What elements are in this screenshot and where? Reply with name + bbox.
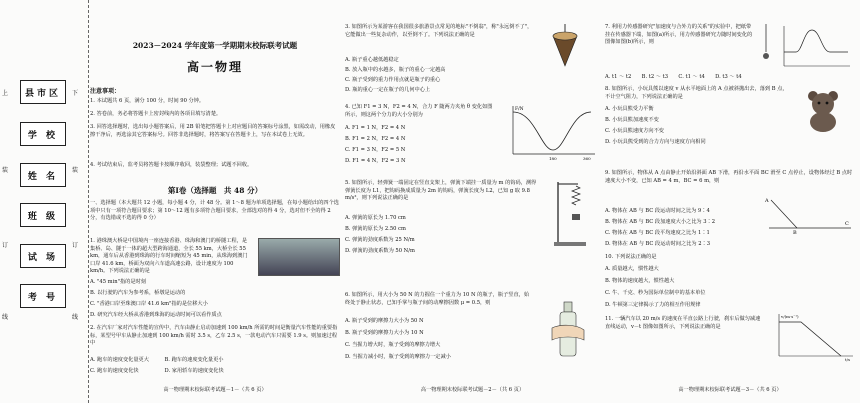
notice-item: 4. 考试结束后，监考员将答题卡按顺序收回，装袋整理；试题不回收。 bbox=[90, 162, 253, 168]
section-desc: 一、选择题（本大题共 12 小题，每小题 4 分，计 48 分。第 1～8 题为单项选择题，在每小题给出的四个选项中只有一项符合题目要求；第 10～12 题有多项符合题目要求，全部选对的得 4 分，选对但不全的得 2 分，有选错或不选的得 0 分） bbox=[90, 200, 339, 222]
question-2: 2. 在汽车厂家对汽车性能的宣传中，汽车由静止启动加速到 100 km/h 所需的时间是衡量汽车性能的重要指标，某型号甲车从静止加速到 100 km/h 需时 3.5 s，乙车 2.5 s，一款电动汽车只需要 1.9 s。则加速过程中 bbox=[90, 325, 338, 347]
question-3: 3. 如图所示为某游客在我国很多旅游景点常见的地标"不倒翁"，称"永远倒不了"，它能做出一些复杂动作，以至倒不了。下列说法正确的是 bbox=[345, 24, 533, 38]
option: D. 牛顿第三定律揭示了力的相互作用规律 bbox=[605, 302, 701, 308]
option: D. 物体在 AB 与 BC 段运动时间之比为 2∶3 bbox=[605, 241, 710, 247]
marker: 线 bbox=[72, 314, 79, 321]
notice-item: 2. 答卷前，务必将答题卡上密封线内的各项目填写清楚。 bbox=[90, 111, 222, 117]
seal-line-markers bbox=[2, 0, 12, 403]
option: A. F1 = 1 N，F2 = 4 N bbox=[345, 125, 406, 131]
option: A. 瓶子受到的摩擦力大小为 50 N bbox=[345, 318, 424, 324]
option: B. 物体的速度越大，惯性越大 bbox=[605, 278, 675, 284]
notice-item: 3. 回答选择题时，选出每小题答案后，用 2B 铅笔把答题卡上对应题目的答案标号涂黑，如需改动，用橡皮擦干净后，再选涂其它答案标号。回答非选择题时，将答案写在答题卡上，写在本试卷上无效。 bbox=[90, 124, 336, 138]
marker: 上 bbox=[2, 90, 9, 97]
option: B. 瓶子受到的摩擦力大小为 10 N bbox=[345, 330, 424, 336]
notice-heading: 注意事项： bbox=[90, 88, 121, 95]
option: D. F1 = 4 N，F2 = 3 N bbox=[345, 158, 406, 164]
option: A. 瓶子重心越低越稳定 bbox=[345, 57, 399, 63]
subject-title: 高一物理 bbox=[186, 60, 243, 74]
option: C. 弹簧的劲度系数为 25 N/m bbox=[345, 237, 415, 243]
marker: 装 bbox=[72, 167, 79, 174]
option: C. 跑车的速度变化快 D. 家用轿车的速度变化快 bbox=[90, 368, 224, 374]
option: D. 小玩具熊受到的合力方向与速度方向相同 bbox=[605, 139, 706, 145]
question-9: 9. 如图所示，物体从 A 点由静止开始沿斜面 AB 下滑，再沿水平面 BC 滑至 C 点停止，设物体经过 B 点时速度大小不变，已知 AB = 4 m，BC = 6 m，则 bbox=[605, 170, 853, 184]
question-7: 7. 利用力传感器研究"加速度与合外力的关系"的实验中，把纸带挂在传感器下端，如图(a)所示，用力传感器研究力随时间变化的图像如图(b)所示，则 bbox=[605, 24, 753, 46]
field-school[interactable]: 学 校 bbox=[20, 122, 66, 146]
option: C. 物体在 AB 与 BC 段平均速度之比为 1∶1 bbox=[605, 230, 710, 236]
section-title: 第Ⅰ卷（选择题 共 48 分） bbox=[167, 186, 263, 195]
tick-label: 180 bbox=[549, 156, 557, 161]
option: C. F1 = 3 N，F2 = 5 N bbox=[345, 147, 406, 153]
question-11: 11. 一辆汽车以 20 m/s 的速度在平直公路上行驶，刹车后做匀减速直线运动，v－t 图像如图所示，下列说法正确的是 bbox=[605, 316, 761, 330]
option: A. 质量越大，惯性越大 bbox=[605, 266, 659, 272]
question-8: 8. 如图所示，小玩具熊以速度 v 从水平地面上的 A 点被斜抛出去，落到 B 点，不计空气阻力，下列说法正确的是 bbox=[605, 86, 788, 100]
bridge-photo bbox=[258, 238, 340, 276]
x-axis-label: t/s bbox=[845, 357, 851, 362]
vt-graph bbox=[771, 312, 855, 362]
marker: 装 bbox=[2, 167, 9, 174]
marker: 下 bbox=[72, 90, 79, 97]
option: D. 研究汽车经大桥从香港到珠海的运动时间可以看作质点 bbox=[90, 312, 222, 318]
option: C. 瓶子受到的重力作用点就是瓶子的重心 bbox=[345, 77, 441, 83]
option: C. 小玩具熊速度方向不变 bbox=[605, 128, 664, 134]
field-room[interactable]: 试 场 bbox=[20, 244, 66, 268]
question-6: 6. 如图所示，用大小为 50 N 的力握住一个重力为 10 N 的瓶子，瓶子竖直，始终处于静止状态，已知手掌与瓶子间的动摩擦因数 μ = 0.5，则 bbox=[345, 292, 530, 306]
option: A. "45 min"指的是时刻 bbox=[90, 279, 146, 285]
option: D. 当握力减小时，瓶子受到的摩擦力一定减小 bbox=[345, 354, 451, 360]
marker: 线 bbox=[2, 314, 9, 321]
option: C. "香港口岸至珠澳口岸 41.6 km"指的是位移大小 bbox=[90, 301, 208, 307]
marker: 订 bbox=[72, 242, 79, 249]
option: D. 瓶的重心一定在瓶子的几何中心上 bbox=[345, 87, 431, 93]
page-footer: 高一物理期末校际联考试题－1－（共 6 页） bbox=[163, 387, 267, 393]
option: A. 物体在 AB 与 BC 段运动时间之比为 9∶4 bbox=[605, 208, 710, 214]
tick-label: 360 bbox=[583, 156, 591, 161]
seal-line-markers-right bbox=[72, 0, 82, 403]
marker: 订 bbox=[2, 242, 9, 249]
page-3 bbox=[605, 0, 855, 403]
option: C. 当握力增大时，瓶子受到的摩擦力增大 bbox=[345, 342, 441, 348]
question-4: 4. 已知 F1 = 3 N，F2 = 4 N，合力 F 随两力夹角 θ 变化如图所示，则这两个分力的大小分别为 bbox=[345, 104, 493, 118]
page-footer: 高一物理期末校际联考试题－2－（共 6 页） bbox=[420, 387, 525, 393]
field-name[interactable]: 姓 名 bbox=[20, 163, 66, 187]
notice-item: 1. 本试题共 6 页，满分 100 分，时间 90 分钟。 bbox=[90, 98, 205, 104]
point-label: C bbox=[845, 221, 849, 227]
point-label: A bbox=[765, 198, 769, 204]
option: B. 弹簧的原长为 2.50 cm bbox=[345, 226, 406, 232]
field-exam-number[interactable]: 考 号 bbox=[20, 284, 66, 308]
y-axis-label: v/(m·s⁻¹) bbox=[781, 314, 799, 319]
option: B. 以行驶的汽车为参考系，桥墩是运动的 bbox=[90, 290, 186, 296]
option: D. 弹簧的劲度系数为 50 N/m bbox=[345, 248, 415, 254]
binding-strip bbox=[0, 0, 89, 403]
y-axis-label: F/N bbox=[515, 107, 524, 112]
option: B. 放入瓶中的水越多，瓶子的重心一定越高 bbox=[345, 67, 446, 73]
page-footer: 高一物理期末校际联考试题－3－（共 6 页） bbox=[678, 387, 782, 393]
point-label: B bbox=[793, 230, 797, 234]
question-10: 10. 下列说法正确的是 bbox=[605, 254, 657, 260]
question-1: 1. 港珠澳大桥是中国境内一座连接香港、珠海和澳门的桥隧工程，是集桥、岛、隧于一体的超大型跨海通道，全长 55 km，大桥全长 55 km，通车后从香港到珠海的行车时间缩短为 45 min，从珠海到澳门口岸 41.6 km，桥面为双向六车道高速公路，设计速度为 100 km/h。下列说法正确的是 bbox=[90, 238, 248, 275]
page-2 bbox=[345, 0, 600, 403]
option: A. 跑车的速度变化量更大 B. 跑车的速度变化量更小 bbox=[90, 357, 224, 363]
exam-title: 2023－2024 学年度第一学期期末校际联考试题 bbox=[132, 41, 298, 50]
option: C. 牛、千克、秒为国际单位制中的基本单位 bbox=[605, 290, 706, 296]
page-1 bbox=[90, 0, 340, 403]
option: B. 物体在 AB 与 BC 段加速度大小之比为 3∶2 bbox=[605, 219, 716, 225]
incline-figure bbox=[763, 196, 853, 234]
options-row: A. t1 ～ t2 B. t2 ～ t3 C. t1 ～ t4 D. t3 ～ t4 bbox=[605, 74, 742, 80]
option: A. 弹簧的原长为 1.70 cm bbox=[345, 215, 406, 221]
option: A. 小玩具熊受力平衡 bbox=[605, 106, 654, 112]
option: B. 小玩具熊加速度不变 bbox=[605, 117, 659, 123]
option: B. F1 = 2 N，F2 = 4 N bbox=[345, 136, 406, 142]
sensor-figure bbox=[760, 22, 852, 72]
field-county[interactable]: 县市区 bbox=[20, 80, 66, 104]
field-class[interactable]: 班 级 bbox=[20, 203, 66, 227]
question-5: 5. 如图所示，轻弹簧一端固定在竖直支架上，弹簧下端挂一质量为 m 的钩码，测得弹簧长度为 L1，把钩码换成质量为 2m 的钩码，弹簧长度为 L2，已知 g 取 9.8 m/s²，则下列说法正确的是 bbox=[345, 180, 537, 202]
